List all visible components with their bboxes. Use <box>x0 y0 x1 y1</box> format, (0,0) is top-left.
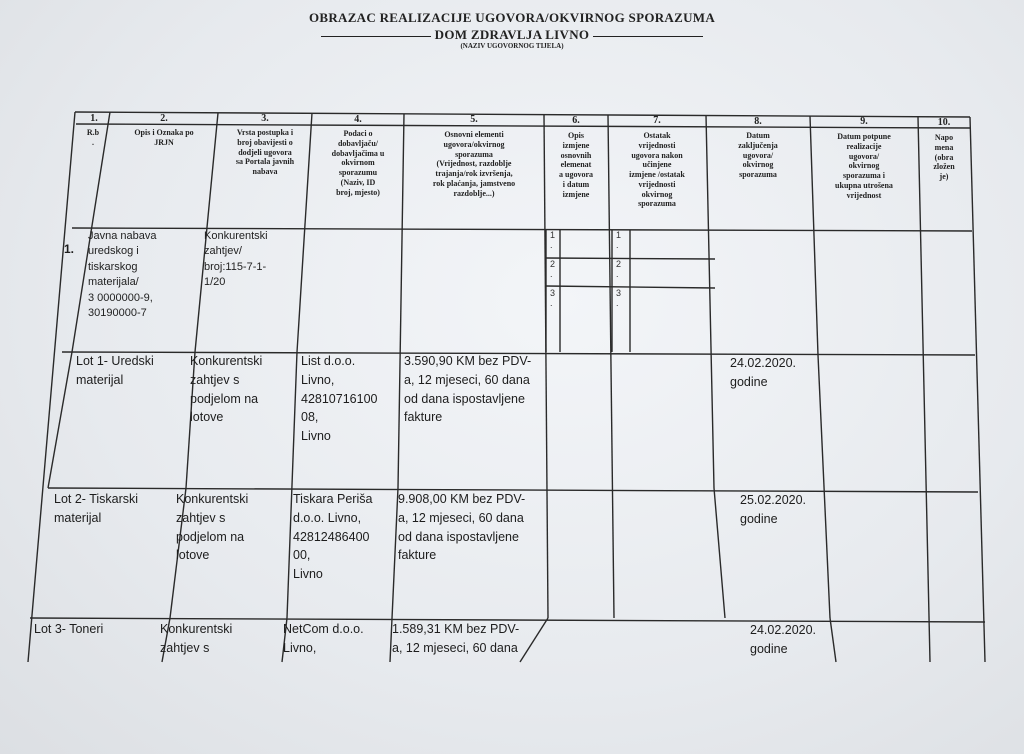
col-num-5: 5. <box>470 114 478 125</box>
row1-sub7-3: 3 . <box>616 288 622 308</box>
institution-caption: (NAZIV UGOVORNOG TIJELA) <box>460 42 564 50</box>
row1-rb: 1. <box>64 242 75 256</box>
lot2-datum: 25.02.2020. godine <box>740 493 807 526</box>
institution-name: DOM ZDRAVLJA LIVNO <box>0 27 1024 43</box>
col-num-7: 7. <box>653 115 661 126</box>
lot1-opis: Lot 1- Uredski materijal <box>76 354 154 387</box>
col-header-datum: Datum zaključenja ugovora/ okvirnog sporazuma <box>738 131 778 179</box>
lot3-datum: 24.02.2020. godine <box>750 623 817 656</box>
col-header-izmjena: Opis izmjene osnovnih elemenat a ugovora i datum izmjene <box>559 131 593 199</box>
row1-sub6-1: 1 . <box>550 230 556 250</box>
col-header-dobavljac: Podaci o dobavljaču/ dobavljačima u okvirnom sporazumu (Naziv, ID broj, mjesto) <box>331 129 385 197</box>
row1-opis: Javna nabava uredskog i tiskarskog materijala/ 3 0000000-9, 30190000-7 <box>88 230 157 319</box>
lot2-elementi: 9.908,00 KM bez PDV- a, 12 mjeseci, 60 dana od dana ispostavljene fakture <box>398 492 526 563</box>
form-title: OBRAZAC REALIZACIJE UGOVORA/OKVIRNOG SPORAZUMA <box>308 10 716 25</box>
lot3-elementi: 1.589,31 KM bez PDV- a, 12 mjeseci, 60 dana <box>392 622 520 655</box>
col-header-vrsta: Vrsta postupka i broj obavijesti o dodjeli ugovora sa Portala javnih nabava <box>235 128 295 176</box>
row1-sub7-1: 1 . <box>616 230 622 250</box>
col-num-3: 3. <box>261 113 269 124</box>
row1-sub7-2: 2 . <box>616 259 622 279</box>
col-header-realizacija: Datum potpune realizacije ugovora/ okvirnog sporazuma i ukupna utrošena vrijednost <box>835 132 893 200</box>
lot3-vrsta: Konkurentski zahtjev s <box>160 622 233 655</box>
col-header-elementi: Osnovni elementi ugovora/okvirnog sporazuma (Vrijednost, razdoblje trajanja/rok izvršenja, rok plaćanja, jamstveno razdoblje...) <box>432 130 516 198</box>
row1-sub6-2: 2 . <box>550 259 556 279</box>
col-num-6: 6. <box>572 115 580 126</box>
col-num-8: 8. <box>754 116 762 127</box>
col-header-opis: Opis i Oznaka po JRJN <box>134 128 194 147</box>
col-num-10: 10. <box>937 117 951 128</box>
lot2-dobavljac: Tiskara Periša d.o.o. Livno, 42812486400 00, Livno <box>293 492 373 581</box>
lot2-vrsta: Konkurentski zahtjev s podjelom na lotove <box>176 492 249 563</box>
col-header-rb: R.b . <box>86 128 100 147</box>
lot2-opis: Lot 2- Tiskarski materijal <box>54 492 139 525</box>
col-num-2: 2. <box>160 113 168 124</box>
col-num-1: 1. <box>90 113 98 124</box>
row1-sub6-3: 3 . <box>550 288 556 308</box>
col-num-9: 9. <box>860 116 868 127</box>
lot1-elementi: 3.590,90 KM bez PDV- a, 12 mjeseci, 60 dana od dana ispostavljene fakture <box>404 354 532 425</box>
lot1-vrsta: Konkurentski zahtjev s podjelom na lotove <box>190 354 263 425</box>
row1-vrsta: Konkurentski zahtjev/ broj:115-7-1- 1/20 <box>204 230 268 289</box>
lot3-opis: Lot 3- Toneri <box>34 622 104 636</box>
col-num-4: 4. <box>354 114 362 125</box>
lot1-datum: 24.02.2020. godine <box>730 356 797 389</box>
lot1-dobavljac: List d.o.o. Livno, 42810716100 08, Livno <box>301 354 378 443</box>
lot3-dobavljac: NetCom d.o.o. Livno, <box>283 622 364 655</box>
col-header-napomena: Napo mena (obra zložen je) <box>933 133 955 181</box>
col-header-ostatak: Ostatak vrijednosti ugovora nakon učinjene izmjene /ostatak vrijednosti okvirnog sporazuma <box>629 131 685 209</box>
